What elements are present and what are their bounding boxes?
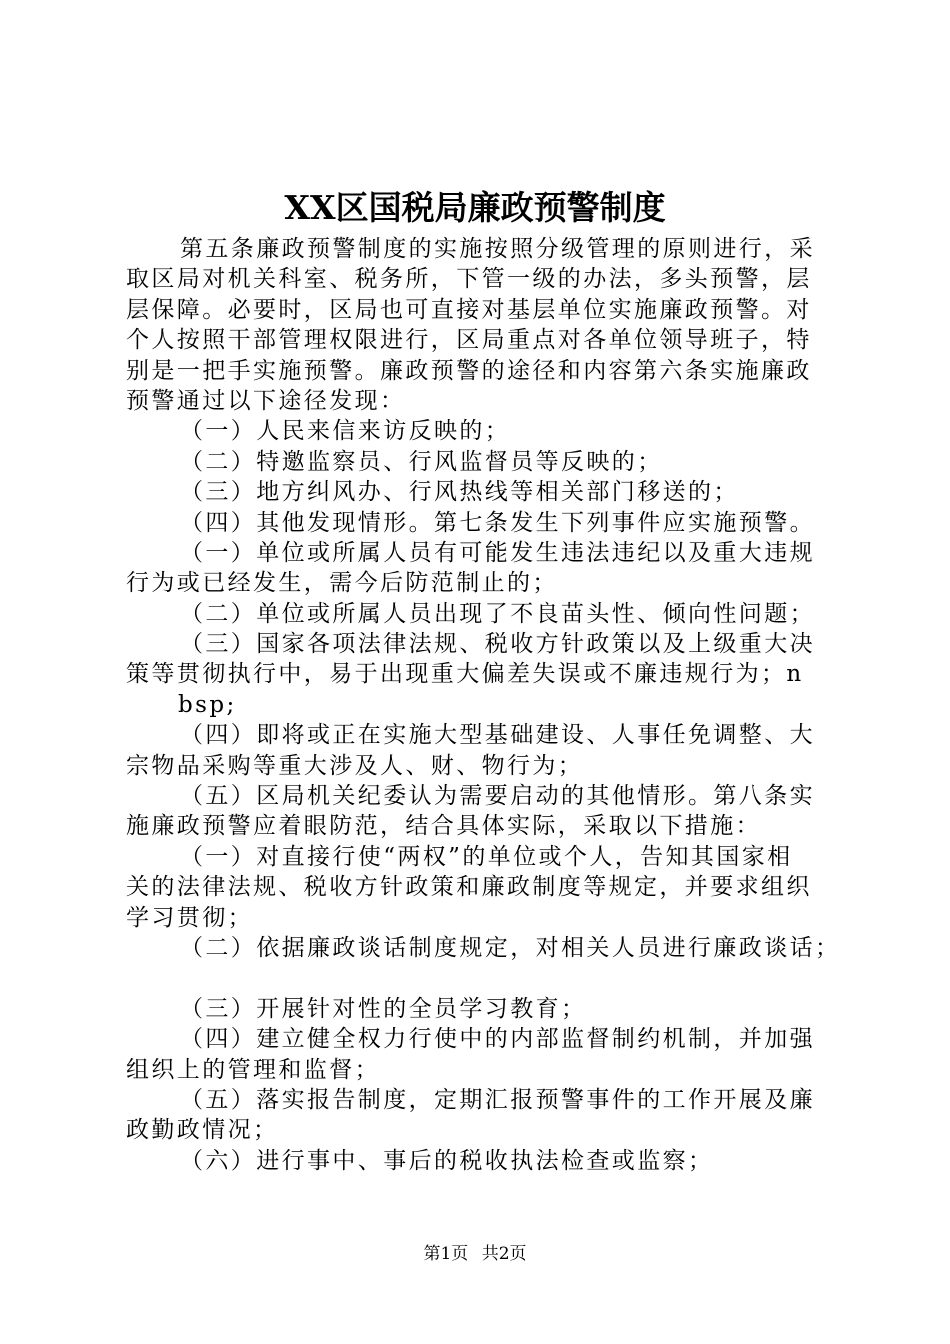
paragraph-line: 组织上的管理和监督； [126,1056,380,1083]
paragraph-line: 行为或已经发生，需今后防范制止的； [126,570,558,597]
paragraph-line: 宗物品采购等重大涉及人、财、物行为； [126,752,584,779]
list-item-line: （四）建立健全权力行使中的内部监督制约机制，并加强 [180,1026,815,1053]
list-item-line: （五）落实报告制度，定期汇报预警事件的工作开展及廉 [180,1086,815,1113]
paragraph-line: 第五条廉政预警制度的实施按照分级管理的原则进行，采 [180,236,815,262]
list-item-line: （四）其他发现情形。第七条发生下列事件应实施预警。 [180,509,815,536]
list-item-line: （四）即将或正在实施大型基础建设、人事任免调整、大 [180,722,815,749]
blank-line [126,963,842,993]
list-item-line: （一）对直接行使“两权”的单位或个人，告知其国家相 [180,843,793,870]
paragraph-line: 关的法律法规、税收方针政策和廉政制度等规定，并要求组织 [126,874,812,901]
paragraph-line: 取区局对机关科室、税务所，下管一级的办法，多头预警，层 [126,266,812,293]
page-number: 第1页 [423,1244,469,1264]
list-item-line: （二）特邀监察员、行风监督员等反映的； [180,448,663,475]
list-item-line: （二）依据廉政谈话制度规定，对相关人员进行廉政谈话； [180,934,841,961]
paragraph-line: bsp; [178,691,237,718]
paragraph-line: 别是一把手实施预警。廉政预警的途径和内容第六条实施廉政 [126,357,812,384]
paragraph-line: 学习贯彻； [126,904,253,931]
paragraph-line: 个人按照干部管理权限进行，区局重点对各单位领导班子，特 [126,327,812,354]
paragraph-line: 层保障。必要时，区局也可直接对基层单位实施廉政预警。对 [126,296,812,323]
page-footer [0,1243,950,1265]
paragraph-line: 施廉政预警应着眼防范，结合具体实际，采取以下措施： [126,813,761,840]
paragraph-line: 政勤政情况； [126,1117,279,1144]
list-item-line: （三）国家各项法律法规、税收方针政策以及上级重大决 [180,631,815,658]
list-item-line: （三）地方纠风办、行风热线等相关部门移送的； [180,479,739,506]
list-item-line: （五）区局机关纪委认为需要启动的其他情形。第八条实 [180,783,815,810]
list-item-line: （二）单位或所属人员出现了不良苗头性、倾向性问题； [180,600,815,627]
document-body [126,234,842,1176]
list-item-line: （六）进行事中、事后的税收执法检查或监察； [180,1147,714,1174]
document-title: XX区国税局廉政预警制度 [284,188,666,227]
paragraph-line: 策等贯彻执行中，易于出现重大偏差失误或不廉违规行为；n [126,661,804,688]
page-total: 共2页 [481,1244,527,1264]
list-item-line: （三）开展针对性的全员学习教育； [180,995,587,1022]
list-item-line: （一）单位或所属人员有可能发生违法违纪以及重大违规 [180,539,815,566]
paragraph-line: 预警通过以下途径发现： [126,387,406,414]
list-item-line: （一）人民来信来访反映的； [180,418,511,445]
